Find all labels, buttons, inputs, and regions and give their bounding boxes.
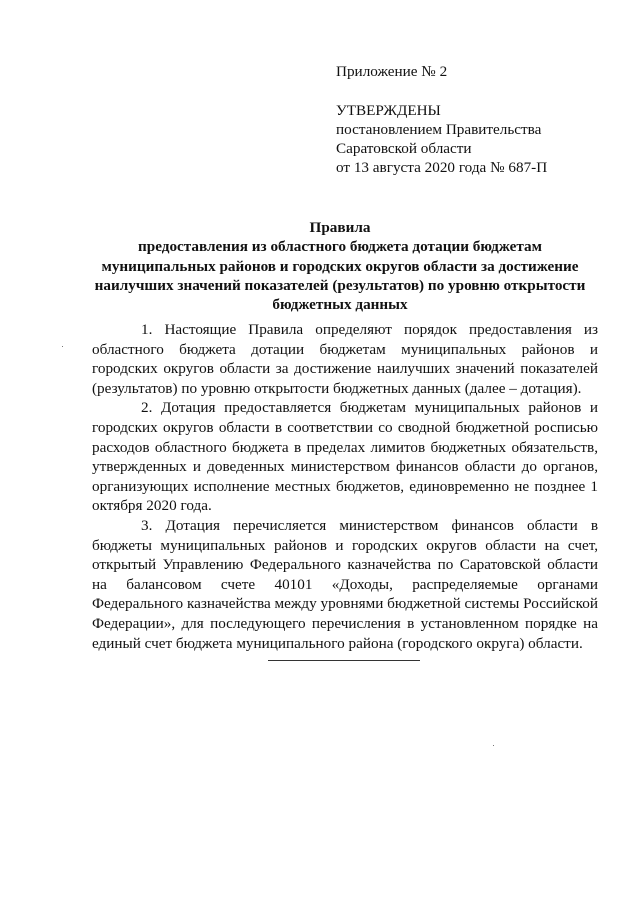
spacer bbox=[336, 81, 616, 101]
approval-line-3: от 13 августа 2020 года № 687-П bbox=[336, 159, 548, 176]
end-separator-line bbox=[268, 660, 420, 661]
paragraph-2: 2. Дотация предоставляется бюджетам муниципальных районов и городских округов области в соответствии со сводной бюджетной росписью расходов областного бюджета в пределах лимитов бюджетных обязательств, утвержденных и доведенных министерством финансов области до органов, организующих исполнение местных бюджетов, единовременно не позднее 1 октября 2020 года. bbox=[92, 399, 598, 515]
approval-block bbox=[336, 62, 616, 177]
title-line-3: наилучших значений показателей (результатов) по уровню открытости bbox=[94, 276, 586, 294]
paragraph-3: 3. Дотация перечисляется министерством финансов области в бюджеты муниципальных районов и городских округов области на счет, открытый Управлению Федерального казначейства по Саратовской области на балансовом счете 40101 «Доходы, распределяемые органами Федерального казначейства между уровнями бюджетной системы Российской Федерации», для последующего перечисления в установленном порядке на единый счет бюджета муниципального района (городского округа) области. bbox=[92, 516, 598, 652]
scan-speck bbox=[62, 346, 63, 347]
approved-label: УТВЕРЖДЕНЫ bbox=[336, 102, 441, 119]
title-line-2: муниципальных районов и городских округов области за достижение bbox=[101, 257, 579, 275]
title-line-4: бюджетных данных bbox=[272, 296, 408, 314]
document-body bbox=[92, 320, 598, 653]
approval-line-1: постановлением Правительства bbox=[336, 121, 542, 138]
document-title bbox=[70, 218, 610, 314]
title-heading: Правила bbox=[309, 219, 371, 236]
approval-line-2: Саратовской области bbox=[336, 140, 472, 157]
appendix-label: Приложение № 2 bbox=[336, 63, 448, 80]
scan-speck bbox=[493, 745, 494, 746]
paragraph-1: 1. Настоящие Правила определяют порядок предоставления из областного бюджета дотации бюджетам муниципальных районов и городских округов области за достижение наилучших значений показателей (результатов) по уровню открытости бюджетных данных (далее – дотация). bbox=[92, 321, 598, 397]
title-line-1: предоставления из областного бюджета дотации бюджетам bbox=[138, 238, 542, 256]
